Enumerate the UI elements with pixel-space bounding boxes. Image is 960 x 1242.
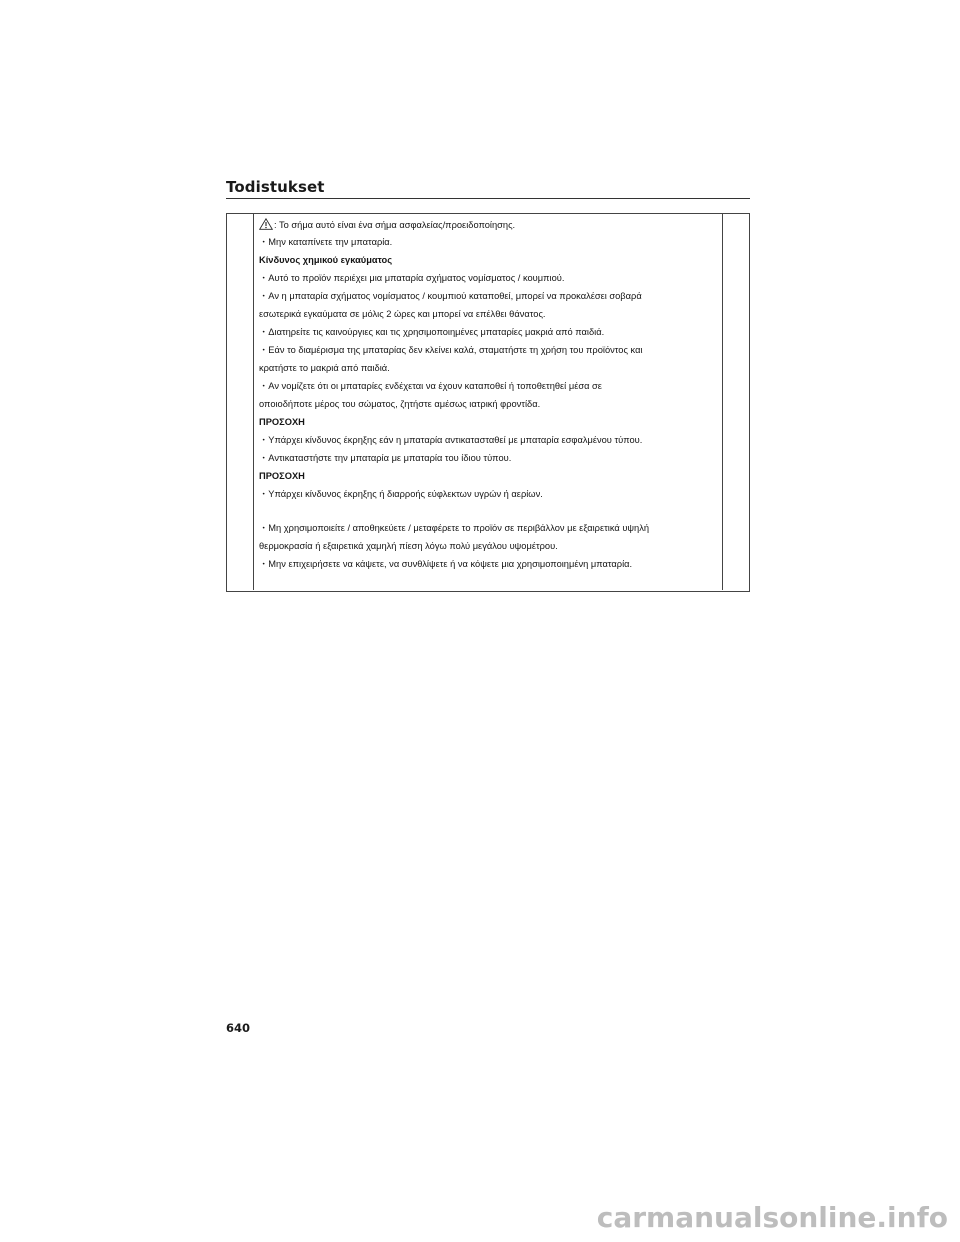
notice-line-text: εσωτερικά εγκαύματα σε μόλις 2 ώρες και μπορεί να επέλθει θάνατος. [259, 309, 546, 319]
notice-line [259, 398, 540, 410]
notice-line-text: ・Μην επιχειρήσετε να κάψετε, να συνθλίψετε ή να κόψετε μια χρησιμοποιημένη μπαταρία. [259, 559, 633, 569]
notice-line-text: Κίνδυνος χημικού εγκαύματος [259, 255, 393, 265]
notice-line-text: ・Αυτό το προϊόν περιέχει μια μπαταρία σχήματος νομίσματος / κουμπιού. [259, 273, 565, 283]
notice-line-text: οποιοδήποτε μέρος του σώματος, ζητήστε αμέσως ιατρική φροντίδα. [259, 399, 541, 409]
notice-line-text: ・Υπάρχει κίνδυνος έκρηξης ή διαρροής εύφλεκτων υγρών ή αερίων. [259, 489, 543, 499]
notice-line-text: ΠΡΟΣΟΧΗ [259, 471, 305, 481]
notice-line [259, 308, 546, 320]
notice-line [259, 452, 511, 464]
notice-line [259, 362, 390, 374]
notice-line [259, 380, 602, 392]
notice-line [259, 540, 558, 552]
section-title: Todistukset [226, 178, 325, 196]
notice-line [259, 522, 649, 534]
page-number: 640 [226, 1021, 251, 1035]
notice-line-text: ・Αν νομίζετε ότι οι μπαταρίες ενδέχεται να έχουν καταποθεί ή τοποθετηθεί μέσα σε [259, 381, 602, 391]
notice-line-text: ・Αν η μπαταρία σχήματος νομίσματος / κουμπιού καταποθεί, μπορεί να προκαλέσει σοβαρά [259, 291, 642, 301]
notice-line [259, 290, 642, 302]
title-rule [226, 198, 750, 199]
notice-line-text: θερμοκρασία ή εξαιρετικά χαμηλή πίεση λόγω πολύ μεγάλου υψομέτρου. [259, 541, 558, 551]
notice-line [259, 470, 305, 482]
watermark: carmanualsonline.info [596, 1201, 948, 1234]
notice-line [259, 416, 305, 428]
notice-line [259, 344, 643, 356]
notice-line [259, 272, 564, 284]
notice-line-text: : Το σήμα αυτό είναι ένα σήμα ασφαλείας/προειδοποίησης. [274, 220, 516, 230]
notice-line [259, 558, 632, 570]
notice-line-text: ΠΡΟΣΟΧΗ [259, 417, 305, 427]
notice-line-text: ・Αντικαταστήστε την μπαταρία με μπαταρία του ίδιου τύπου. [259, 453, 512, 463]
notice-line [259, 218, 515, 231]
notice-line-text: κρατήστε το μακριά από παιδιά. [259, 363, 390, 373]
notice-line-text: ・Μη χρησιμοποιείτε / αποθηκεύετε / μεταφέρετε το προϊόν σε περιβάλλον με εξαιρετικά υψηλή [259, 523, 650, 533]
notice-line [259, 326, 604, 338]
notice-line [259, 488, 543, 500]
notice-line-text: ・Υπάρχει κίνδυνος έκρηξης εάν η μπαταρία αντικατασταθεί με μπαταρία εσφαλμένου τύπου. [259, 435, 643, 445]
notice-line [259, 434, 642, 446]
notice-line [259, 236, 392, 248]
notice-line-text: ・Εάν το διαμέρισμα της μπαταρίας δεν κλείνει καλά, σταματήστε τη χρήση του προϊόντος και [259, 345, 643, 355]
warning-triangle-icon [259, 218, 273, 230]
notice-line-text: ・Διατηρείτε τις καινούργιες και τις χρησιμοποιημένες μπαταρίες μακριά από παιδιά. [259, 327, 605, 337]
notice-line [259, 254, 392, 266]
notice-line-text: ・Μην καταπίνετε την μπαταρία. [259, 237, 393, 247]
